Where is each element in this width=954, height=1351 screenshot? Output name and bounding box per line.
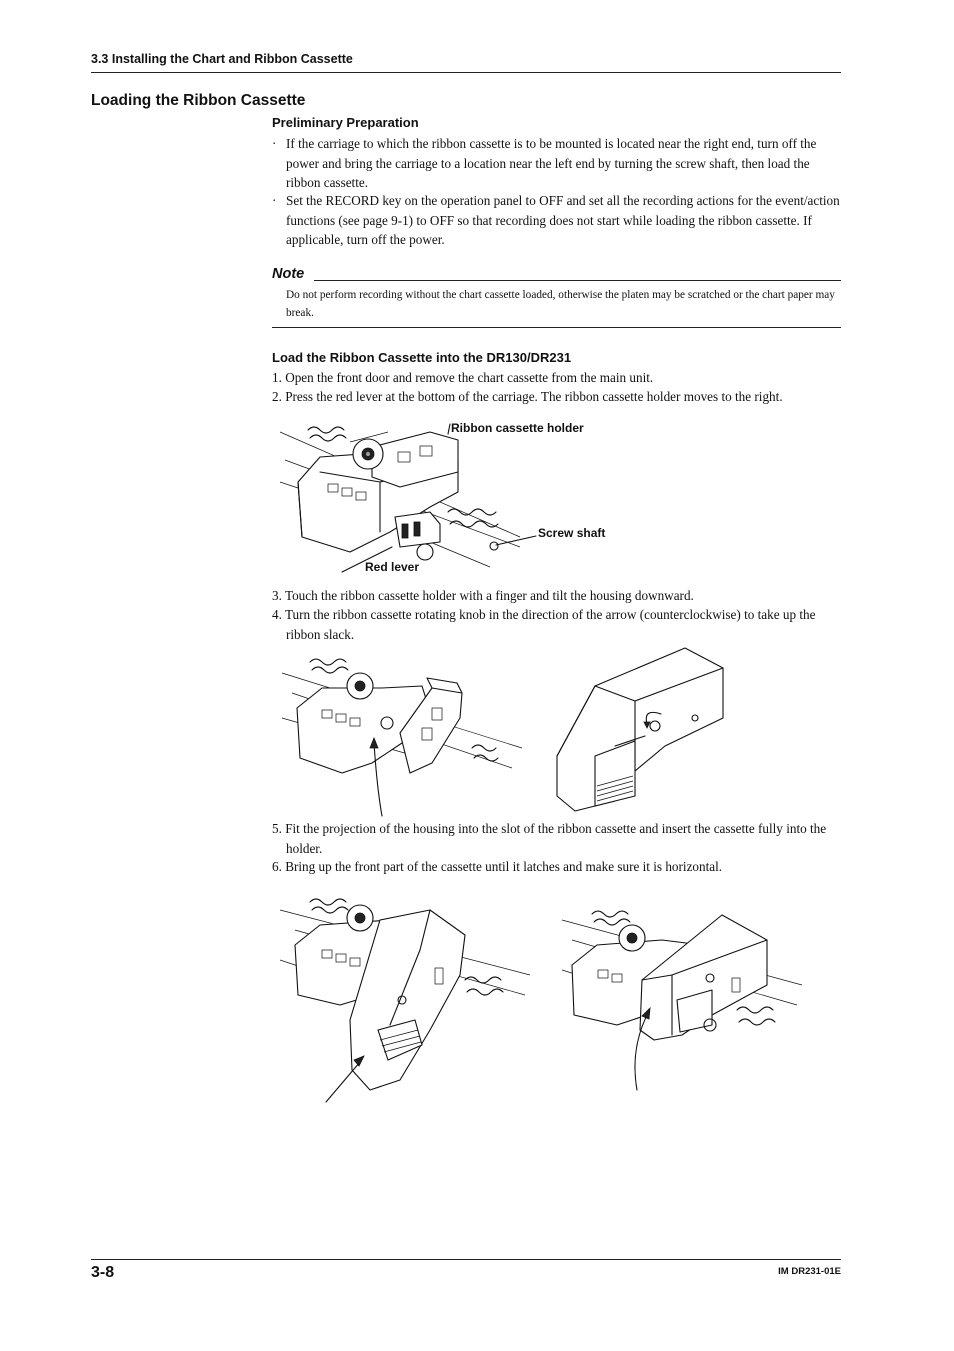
figure-insert-cassette xyxy=(280,880,535,1105)
subheading-load: Load the Ribbon Cassette into the DR130/DR231 xyxy=(272,350,572,365)
step-item xyxy=(272,368,844,388)
step-item xyxy=(272,857,844,877)
step-text: 2. Press the red lever at the bottom of the carriage. The ribbon cassette holder moves to the right. xyxy=(272,389,783,404)
step-text: 4. Turn the ribbon cassette rotating knob in the direction of the arrow (counterclockwise) to take up the ribbon slack. xyxy=(272,607,816,642)
step-text: 5. Fit the projection of the housing into the slot of the ribbon cassette and insert the cassette fully into the holder. xyxy=(272,821,827,856)
step-item xyxy=(272,586,844,606)
bullet-text: Set the RECORD key on the operation panel to OFF and set all the recording actions for the event/action functions (see page 9-1) to OFF so that recording does not start while loading the ribbon cassette. If applicable, turn off the power. xyxy=(286,193,840,247)
page-number: 3-8 xyxy=(91,1264,115,1281)
step-item xyxy=(272,387,844,407)
callout-ribbon-cassette-holder: Ribbon cassette holder xyxy=(451,421,584,435)
document-id: IM DR231-01E xyxy=(778,1266,841,1277)
note-bottom-rule xyxy=(272,327,841,328)
header-rule xyxy=(91,72,841,73)
callout-red-lever: Red lever xyxy=(365,560,420,574)
step-item xyxy=(272,819,844,858)
step-text: 3. Touch the ribbon cassette holder with a finger and tilt the housing downward. xyxy=(272,588,694,603)
figure-red-lever xyxy=(280,412,560,577)
footer-rule xyxy=(91,1259,841,1260)
bullet-text: If the carriage to which the ribbon cassette is to be mounted is located near the right end, turn off the power and bring the carriage to a location near the left end by turning the screw shaft, then load the ribbon cassette. xyxy=(286,136,817,190)
figure-tilt-housing xyxy=(282,648,527,818)
note-top-rule xyxy=(314,280,841,281)
subheading-preliminary: Preliminary Preparation xyxy=(272,115,419,130)
note-title: Note xyxy=(272,266,305,282)
section-heading: Loading the Ribbon Cassette xyxy=(91,92,306,109)
bullet-dot: · xyxy=(272,193,277,208)
step-item xyxy=(272,605,844,644)
step-text: 1. Open the front door and remove the chart cassette from the main unit. xyxy=(272,370,654,385)
callout-screw-shaft: Screw shaft xyxy=(538,526,606,540)
note-text: Do not perform recording without the chart cassette loaded, otherwise the platen may be scratched or the chart paper may break. xyxy=(286,289,835,319)
step-text: 6. Bring up the front part of the cassette until it latches and make sure it is horizontal. xyxy=(272,859,723,874)
figure-latch-cassette xyxy=(562,900,807,1095)
running-header: 3.3 Installing the Chart and Ribbon Cassette xyxy=(91,52,353,66)
figure-ribbon-cassette xyxy=(555,646,725,812)
bullet-dot: · xyxy=(272,136,277,151)
